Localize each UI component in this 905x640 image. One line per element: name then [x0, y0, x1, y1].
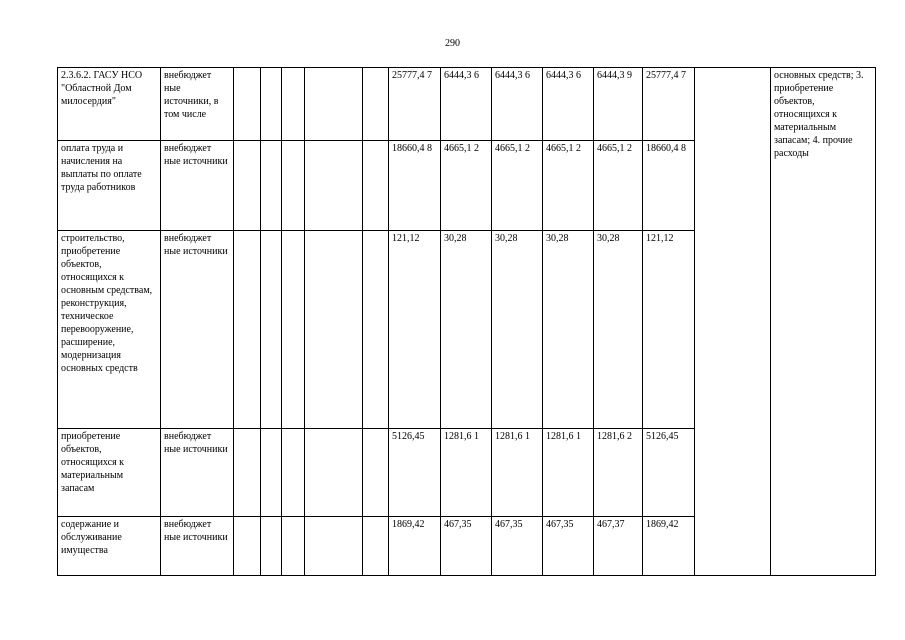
amount-year-cell: 6444,3 6 [543, 68, 594, 141]
amount-year-cell: 6444,3 6 [492, 68, 543, 141]
empty-cell [305, 429, 363, 517]
funding-source-cell: внебюджет ные источники [161, 141, 234, 231]
amount-year-cell: 1281,6 1 [492, 429, 543, 517]
amount-year-cell: 4665,1 2 [492, 141, 543, 231]
notes-cell: основных средств; 3. приобретение объектов, относящихся к материальным запасам; 4. прочие расходы [771, 68, 876, 576]
empty-cell [282, 517, 305, 576]
activity-name-cell: 2.3.6.2. ГАСУ НСО "Областной Дом милосердия" [58, 68, 161, 141]
empty-cell [282, 429, 305, 517]
empty-cell [261, 68, 282, 141]
amount-year-cell: 30,28 [543, 231, 594, 429]
activity-name-cell: приобретение объектов, относящихся к материальным запасам [58, 429, 161, 517]
empty-cell [234, 68, 261, 141]
empty-cell [282, 231, 305, 429]
amount-year-cell: 467,35 [543, 517, 594, 576]
amount-total-cell: 18660,4 8 [389, 141, 441, 231]
empty-cell [261, 141, 282, 231]
amount-total-cell: 1869,42 [389, 517, 441, 576]
amount-year-cell: 30,28 [492, 231, 543, 429]
amount-year-cell: 4665,1 2 [441, 141, 492, 231]
amount-year-cell: 467,37 [594, 517, 643, 576]
amount-total-cell: 121,12 [389, 231, 441, 429]
amount-year-cell: 1281,6 1 [441, 429, 492, 517]
activity-name-cell: содержание и обслуживание имущества [58, 517, 161, 576]
amount-year-cell: 467,35 [492, 517, 543, 576]
table-row [58, 68, 876, 141]
empty-cell [695, 68, 771, 576]
empty-cell [305, 68, 363, 141]
amount-year-cell: 6444,3 9 [594, 68, 643, 141]
amount-total-cell: 5126,45 [389, 429, 441, 517]
amount-sum-cell: 121,12 [643, 231, 695, 429]
empty-cell [261, 429, 282, 517]
amount-sum-cell: 5126,45 [643, 429, 695, 517]
activity-name-cell: строительство, приобретение объектов, относящихся к основным средствам, реконструкция, техническое перевооружение, расширение, модернизация основных средств [58, 231, 161, 429]
amount-year-cell: 4665,1 2 [543, 141, 594, 231]
empty-cell [282, 68, 305, 141]
empty-cell [234, 141, 261, 231]
amount-year-cell: 467,35 [441, 517, 492, 576]
empty-cell [363, 68, 389, 141]
amount-sum-cell: 1869,42 [643, 517, 695, 576]
amount-sum-cell: 18660,4 8 [643, 141, 695, 231]
empty-cell [305, 141, 363, 231]
amount-year-cell: 30,28 [594, 231, 643, 429]
empty-cell [305, 231, 363, 429]
funding-source-cell: внебюджет ные источники [161, 517, 234, 576]
empty-cell [234, 517, 261, 576]
empty-cell [234, 231, 261, 429]
amount-sum-cell: 25777,4 7 [643, 68, 695, 141]
empty-cell [234, 429, 261, 517]
amount-year-cell: 1281,6 1 [543, 429, 594, 517]
empty-cell [282, 141, 305, 231]
empty-cell [363, 141, 389, 231]
funding-source-cell: внебюджет ные источники, в том числе [161, 68, 234, 141]
funding-source-cell: внебюджет ные источники [161, 231, 234, 429]
amount-year-cell: 30,28 [441, 231, 492, 429]
amount-year-cell: 1281,6 2 [594, 429, 643, 517]
empty-cell [261, 517, 282, 576]
page-number: 290 [445, 38, 460, 49]
empty-cell [305, 517, 363, 576]
amount-year-cell: 6444,3 6 [441, 68, 492, 141]
activity-name-cell: оплата труда и начисления на выплаты по оплате труда работников [58, 141, 161, 231]
funding-source-cell: внебюджет ные источники [161, 429, 234, 517]
amount-total-cell: 25777,4 7 [389, 68, 441, 141]
amount-year-cell: 4665,1 2 [594, 141, 643, 231]
budget-table [57, 67, 876, 576]
empty-cell [261, 231, 282, 429]
empty-cell [363, 429, 389, 517]
empty-cell [363, 517, 389, 576]
empty-cell [363, 231, 389, 429]
